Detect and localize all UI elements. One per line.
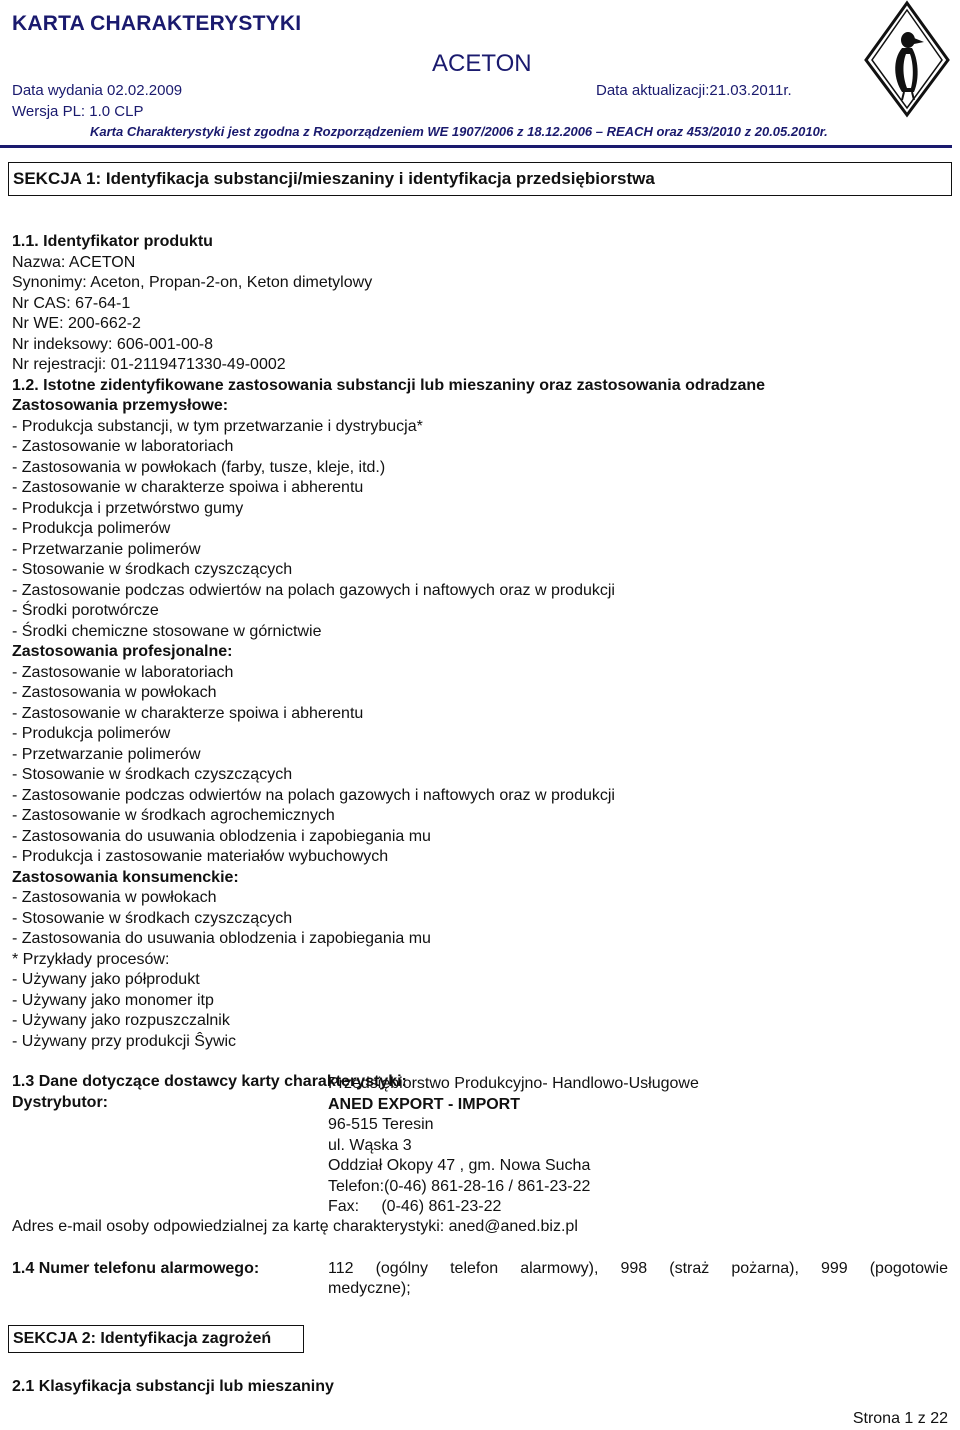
distributor-fax: Fax: (0-46) 861-23-22 [328, 1198, 502, 1215]
list-item: - Zastosowanie podczas odwiertów na polach gazowych i naftowych oraz w produkcji [12, 786, 615, 804]
list-item: - Zastosowanie w charakterze spoiwa i abherentu [12, 479, 364, 496]
emergency-phone-line-2: medyczne); [328, 1280, 411, 1297]
compliance-note: Karta Charakterystyki jest zgodna z Rozporządzeniem WE 1907/2006 z 18.12.2006 – REACH oraz 453/2010 z 20.05.2010r. [90, 124, 828, 139]
heading-2-1: 2.1 Klasyfikacja substancji lub mieszaniny [12, 1378, 334, 1395]
list-item: - Zastosowanie w środkach agrochemicznych [12, 807, 335, 824]
examples-heading: * Przykłady procesów: [12, 950, 170, 968]
industrial-uses-heading: Zastosowania przemysłowe: [12, 397, 229, 414]
list-item: - Używany przy produkcji Ŝywic [12, 1032, 237, 1050]
list-item: - Zastosowania w powłokach [12, 889, 217, 906]
list-item: - Środki porotwórcze [12, 602, 159, 619]
list-item: - Stosowanie w środkach czyszczących [12, 766, 293, 783]
page-number: Strona 1 z 22 [852, 1410, 948, 1427]
distributor-postcode: 96-515 Teresin [328, 1116, 434, 1133]
list-item: - Zastosowanie w laboratoriach [12, 663, 234, 681]
header-divider [0, 145, 952, 148]
list-item: - Używany jako monomer itp [12, 991, 214, 1009]
list-item: - Zastosowania w powłokach [12, 684, 217, 701]
list-item: - Przetwarzanie polimerów [12, 745, 201, 763]
list-item: - Zastosowania do usuwania oblodzenia i zapobiegania mu [12, 930, 431, 947]
consumer-uses-heading: Zastosowania konsumenckie: [12, 868, 239, 886]
list-item: - Używany jako półprodukt [12, 971, 200, 988]
product-name-title: ACETON [432, 50, 532, 77]
distributor-brand: ANED EXPORT - IMPORT [328, 1095, 521, 1113]
emergency-phone-label: 1.4 Numer telefonu alarmowego: [12, 1260, 260, 1277]
list-item: - Produkcja polimerów [12, 725, 171, 742]
we-number-line: Nr WE: 200-662-2 [12, 315, 141, 332]
document-type-title: KARTA CHARAKTERYSTYKI [12, 12, 302, 35]
list-item: - Produkcja i zastosowanie materiałów wybuchowych [12, 848, 389, 865]
list-item: - Stosowanie w środkach czyszczących [12, 561, 293, 578]
version-label: Wersja PL: 1.0 CLP [12, 103, 144, 120]
list-item: - Środki chemiczne stosowane w górnictwie [12, 622, 322, 640]
spacer [12, 1052, 952, 1072]
list-item: - Zastosowanie w laboratoriach [12, 438, 234, 455]
list-item: - Stosowanie w środkach czyszczących [12, 909, 293, 927]
section-2-header: SEKCJA 2: Identyfikacja zagrożeń [8, 1325, 304, 1353]
list-item: - Zastosowanie podczas odwiertów na polach gazowych i naftowych oraz w produkcji [12, 581, 615, 599]
distributor-company: Przedsiębiorstwo Produkcyjno- Handlowo-Usługowe [328, 1075, 699, 1092]
product-name-line: Nazwa: ACETON [12, 253, 136, 271]
cas-number-line: Nr CAS: 67-64-1 [12, 294, 131, 312]
distributor-details [328, 1074, 948, 1218]
synonyms-line: Synonimy: Aceton, Propan-2-on, Keton dimetylowy [12, 274, 373, 291]
distributor-phone: Telefon:(0-46) 861-28-16 / 861-23-22 [328, 1177, 591, 1195]
issue-date: Data wydania 02.02.2009 [12, 82, 183, 99]
section-1-header: SEKCJA 1: Identyfikacja substancji/mieszaniny i identyfikacja przedsiębiorstwa [8, 162, 952, 196]
list-item: - Produkcja substancji, w tym przetwarzanie i dystrybucja* [12, 417, 423, 435]
registration-number-line: Nr rejestracji: 01-2119471330-49-0002 [12, 356, 286, 373]
update-date: Data aktualizacji:21.03.2011r. [596, 82, 792, 99]
emergency-phone-line-1: 112 (ogólny telefon alarmowy), 998 (straż pożarna), 999 (pogotowie [328, 1260, 948, 1277]
list-item: - Używany jako rozpuszczalnik [12, 1012, 230, 1029]
list-item: - Zastosowania do usuwania oblodzenia i zapobiegania mu [12, 827, 431, 845]
list-item: - Zastosowanie w charakterze spoiwa i abherentu [12, 704, 364, 722]
index-number-line: Nr indeksowy: 606-001-00-8 [12, 335, 213, 353]
list-item: - Produkcja i przetwórstwo gumy [12, 499, 244, 517]
list-item: - Zastosowania w powłokach (farby, tusze, kleje, itd.) [12, 458, 386, 476]
list-item: - Produkcja polimerów [12, 520, 171, 537]
section-1-body [12, 232, 952, 1113]
distributor-branch: Oddział Okopy 47 , gm. Nowa Sucha [328, 1157, 591, 1174]
professional-uses-heading: Zastosowania profesjonalne: [12, 643, 233, 660]
heading-1-3: 1.3 Dane dotyczące dostawcy karty charakterystyki: [12, 1073, 407, 1090]
heading-1-2: 1.2. Istotne zidentyfikowane zastosowania substancji lub mieszaniny oraz zastosowania odradzane [12, 376, 766, 394]
company-logo-icon [862, 0, 952, 118]
distributor-street: ul. Wąska 3 [328, 1136, 412, 1154]
contact-email-line: Adres e-mail osoby odpowiedzialnej za kartę charakterystyki: aned@aned.biz.pl [12, 1218, 578, 1235]
distributor-label: Dystrybutor: [12, 1093, 109, 1111]
heading-1-1: 1.1. Identyfikator produktu [12, 233, 213, 250]
list-item: - Przetwarzanie polimerów [12, 540, 201, 558]
